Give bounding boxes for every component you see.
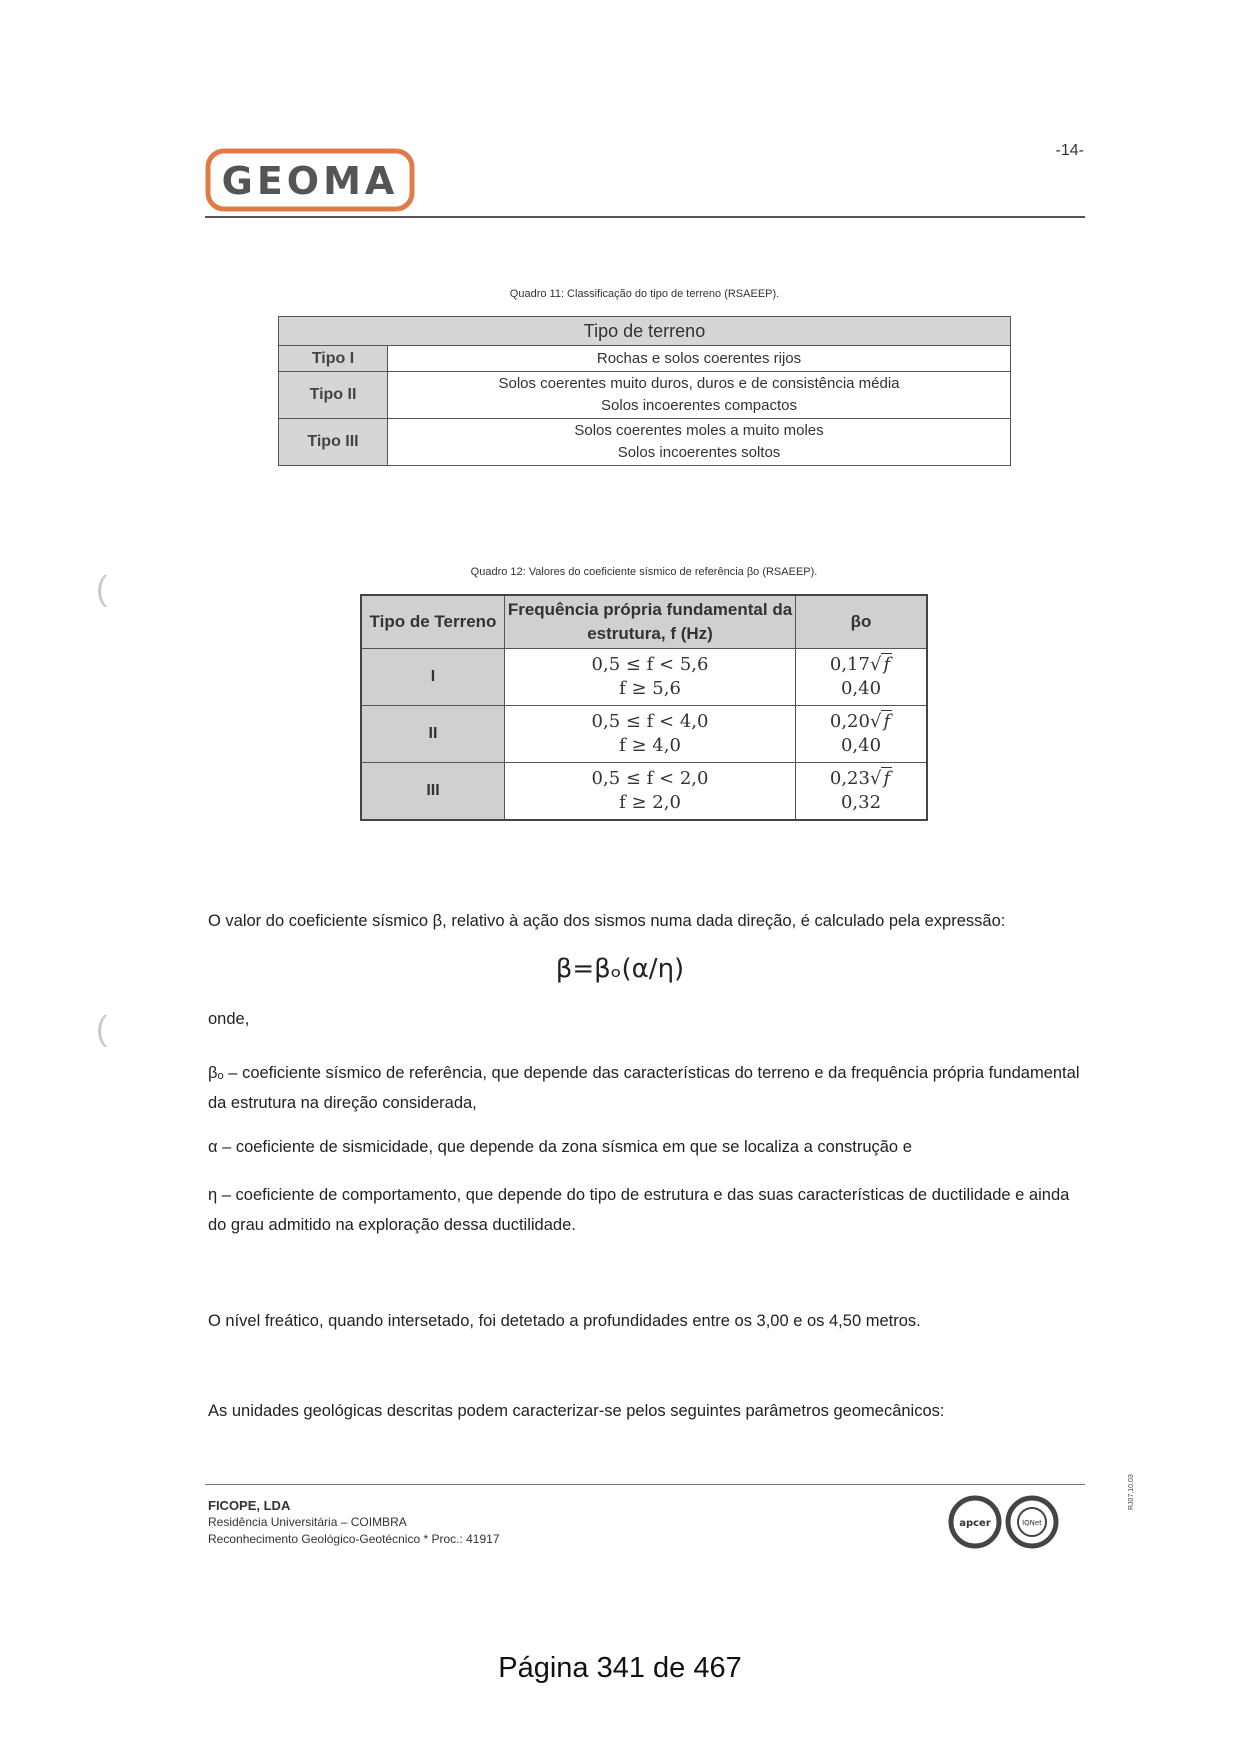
frequency-range: 0,5 ≤ f < 5,6 f ≥ 5,6: [505, 649, 796, 706]
beta0-value: 0,23√ f 0,32: [796, 763, 928, 821]
intro-paragraph: O valor do coeficiente sísmico β, relativo à ação dos sismos numa dada direção, é calculado pela expressão:: [208, 912, 1006, 930]
header-divider: [205, 216, 1085, 218]
terrain-type: III: [361, 763, 505, 821]
terrain-type: Tipo III: [279, 419, 388, 466]
document-code: RJ07.10.03: [1128, 1474, 1135, 1510]
page-counter: Página 341 de 467: [498, 1652, 742, 1684]
table11-caption: Quadro 11: Classificação do tipo de terreno (RSAEEP).: [509, 288, 780, 300]
terrain-type: Tipo II: [279, 372, 388, 419]
water-table-paragraph: O nível freático, quando intersetado, foi detetado a profundidades entre os 3,00 e os 4,50 metros.: [208, 1312, 921, 1330]
table-row: [279, 372, 1011, 419]
footer-divider: [205, 1484, 1085, 1485]
geological-units-paragraph: As unidades geológicas descritas podem caracterizar-se pelos seguintes parâmetros geomecânicos:: [208, 1402, 945, 1420]
col-header-terrain: Tipo de Terreno: [361, 595, 505, 649]
scan-mark: (: [96, 1010, 108, 1048]
terrain-description: Solos coerentes moles a muito moles Solos incoerentes soltos: [388, 419, 1011, 466]
terrain-description: Solos coerentes muito duros, duros e de consistência média Solos incoerentes compactos: [388, 372, 1011, 419]
svg-text:GEOMA: GEOMA: [221, 159, 399, 203]
table-terrain-classification: [278, 316, 1011, 466]
alpha-definition: α – coeficiente de sismicidade, que depende da zona sísmica em que se localiza a construção e: [208, 1138, 912, 1156]
beta0-definition: βₒ – coeficiente sísmico de referência, que depende das características do terreno e da frequência própria fundamental da estrutura na direção considerada,: [208, 1064, 1080, 1112]
col-header-frequency: Frequência própria fundamental da estrutura, f (Hz): [505, 595, 796, 649]
footer-project: Reconhecimento Geológico-Geotécnico * Proc.: 41917: [208, 1532, 500, 1546]
beta-formula: β=βₒ(α/η): [555, 954, 685, 984]
svg-text:apcer: apcer: [959, 1518, 991, 1529]
footer-company: FICOPE, LDA: [208, 1498, 291, 1513]
scan-mark: (: [96, 570, 108, 608]
table11-header: Tipo de terreno: [279, 317, 1011, 346]
onde-label: onde,: [208, 1010, 250, 1028]
col-header-beta0: βo: [796, 595, 928, 649]
eta-definition: η – coeficiente de comportamento, que depende do tipo de estrutura e das suas características de ductilidade e ainda do grau admitido na exploração dessa ductilidade.: [208, 1186, 1070, 1234]
certification-badges: [948, 1494, 1060, 1550]
terrain-description: Rochas e solos coerentes rijos: [388, 346, 1011, 372]
terrain-type: Tipo I: [279, 346, 388, 372]
terrain-type: I: [361, 649, 505, 706]
table-row: [361, 706, 927, 763]
page-number: -14-: [1055, 142, 1084, 159]
footer-info: [208, 1497, 500, 1548]
beta0-value: 0,20√ f 0,40: [796, 706, 928, 763]
table-row: [279, 346, 1011, 372]
terrain-type: II: [361, 706, 505, 763]
table-row: [361, 763, 927, 821]
svg-text:IQNet: IQNet: [1022, 1519, 1042, 1527]
frequency-range: 0,5 ≤ f < 4,0 f ≥ 4,0: [505, 706, 796, 763]
beta0-value: 0,17√ f 0,40: [796, 649, 928, 706]
table-seismic-coefficient: [360, 594, 928, 821]
footer-location: Residência Universitária – COIMBRA: [208, 1515, 407, 1529]
table12-caption: Quadro 12: Valores do coeficiente sísmico de referência βo (RSAEEP).: [470, 566, 818, 578]
table-row: [279, 419, 1011, 466]
frequency-range: 0,5 ≤ f < 2,0 f ≥ 2,0: [505, 763, 796, 821]
table-row: [361, 649, 927, 706]
geoma-logo: [205, 148, 415, 212]
